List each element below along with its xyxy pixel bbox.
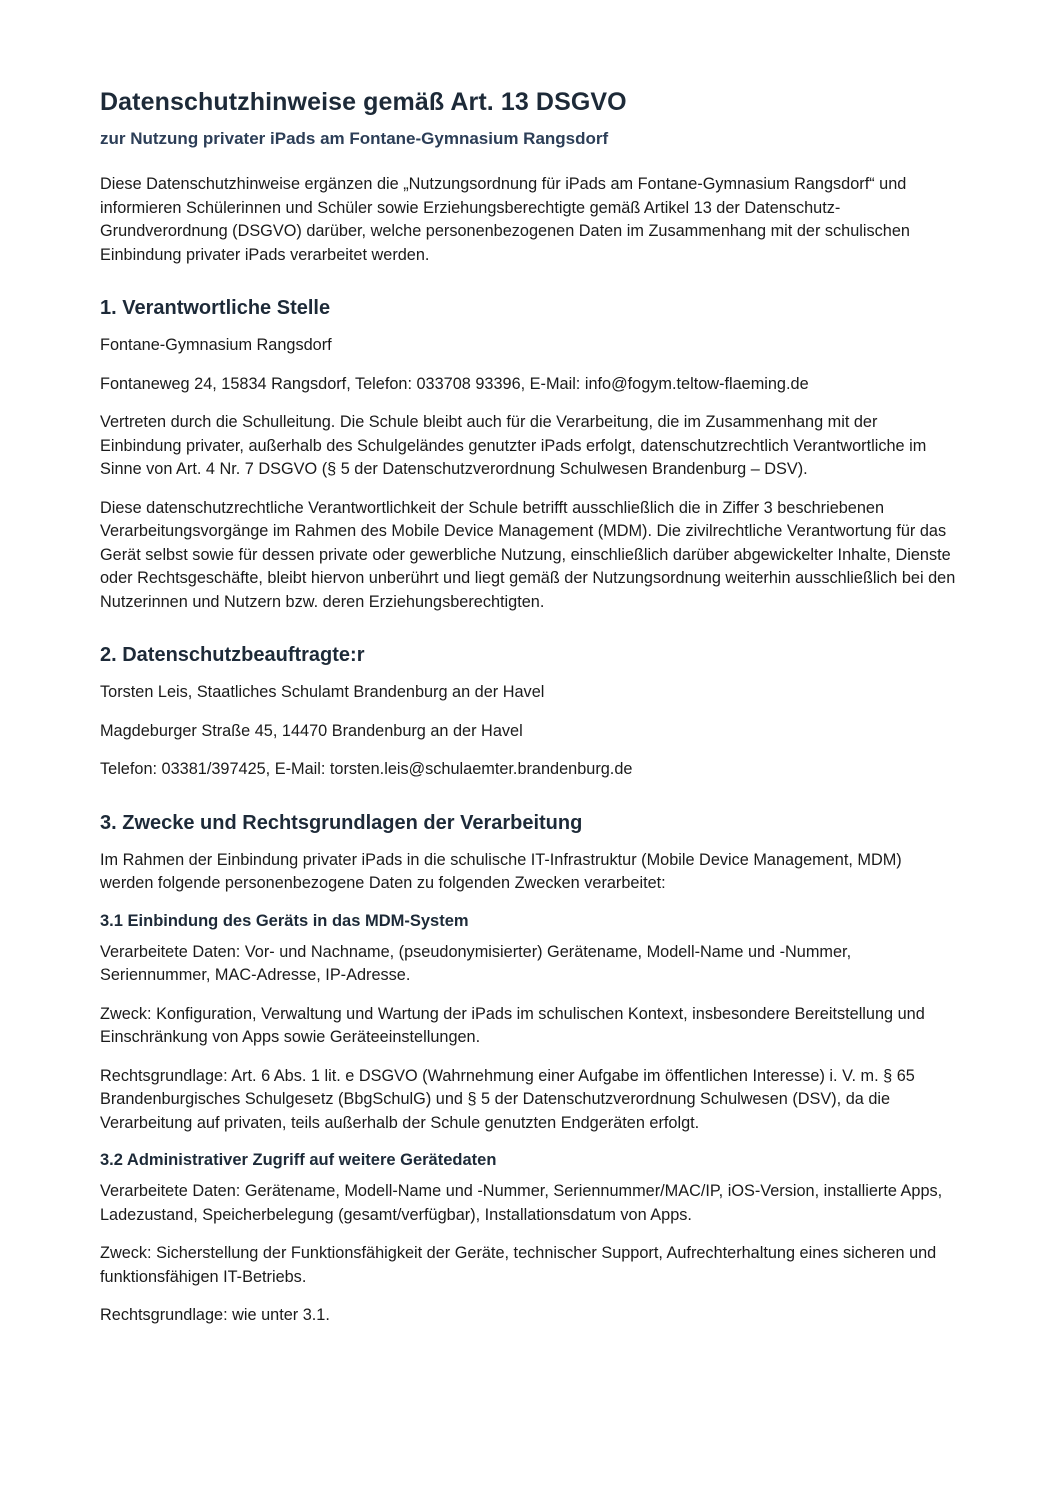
section-1-heading: 1. Verantwortliche Stelle <box>100 297 331 319</box>
school-address: Fontaneweg 24, 15834 Rangsdorf, Telefon: 033708 93396, E-Mail: info@fogym.teltow-flaeming.de <box>100 374 809 393</box>
document-subtitle: zur Nutzung privater iPads am Fontane-Gymnasium Rangsdorf <box>100 129 609 148</box>
section-responsible-body <box>100 297 958 614</box>
section-1-paragraph-1: Vertreten durch die Schulleitung. Die Schule bleibt auch für die Verarbeitung, die im Zusammenhang mit der Einbindung privater, außerhalb des Schulgeländes genutzter iPads erfolgt, datenschutzrechtlich Verantwortliche im Sinne von Art. 4 Nr. 7 DSGVO (§ 5 der Datenschutzverordnung Schulwesen Brandenburg – DSV). <box>100 413 927 478</box>
subsection-3-2-legal: Rechtsgrundlage: wie unter 3.1. <box>100 1306 330 1324</box>
section-3-intro: Im Rahmen der Einbindung privater iPads in die schulische IT-Infrastruktur (Mobile Device Management, MDM) werden folgende personenbezogene Daten zu folgenden Zwecken verarbeitet: <box>100 850 902 892</box>
subsection-3-1-purpose: Zweck: Konfiguration, Verwaltung und Wartung der iPads im schulischen Kontext, insbesondere Bereitstellung und Einschränkung von Apps sowie Geräteeinstellungen. <box>100 1004 925 1046</box>
subsection-3-2-heading: 3.2 Administrativer Zugriff auf weitere Gerätedaten <box>100 1151 497 1169</box>
school-name: Fontane-Gymnasium Rangsdorf <box>100 336 332 354</box>
section-purposes <box>100 812 958 1328</box>
subsection-3-1-legal: Rechtsgrundlage: Art. 6 Abs. 1 lit. e DSGVO (Wahrnehmung einer Aufgabe im öffentlichen Interesse) i. V. m. § 65 Brandenburgisches Schulgesetz (BbgSchulG) und § 5 der Datenschutzverordnung Schulwesen (DSV), da die Verarbeitung auf privaten, teils außerhalb der Schule genutzten Endgeräten erfolgt. <box>100 1066 915 1132</box>
document-title: Datenschutzhinweise gemäß Art. 13 DSGVO <box>100 88 627 116</box>
intro-paragraph: Diese Datenschutzhinweise ergänzen die „Nutzungsordnung für iPads am Fontane-Gymnasium Rangsdorf“ und informieren Schülerinnen und Schüler sowie Erziehungsberechtigte gemäß Artikel 13 der Datenschutz-Grundverordnung (DSGVO) darüber, welche personenbezogenen Daten im Zusammenhang mit der schulischen Einbindung privater iPads verarbeitet werden. <box>100 175 910 264</box>
subsection-3-1-data: Verarbeitete Daten: Vor- und Nachname, (pseudonymisierter) Gerätename, Modell-Name und -Nummer, Seriennummer, MAC-Adresse, IP-Adresse. <box>100 942 852 984</box>
subsection-3-1-heading: 3.1 Einbindung des Geräts in das MDM-System <box>100 911 469 930</box>
subsection-3-2-data: Verarbeitete Daten: Gerätename, Modell-Name und -Nummer, Seriennummer/MAC/IP, iOS-Version, installierte Apps, Ladezustand, Speicherbelegung (gesamt/verfügbar), Installationsdatum von Apps. <box>100 1182 943 1224</box>
section-1-paragraph-2: Diese datenschutzrechtliche Verantwortlichkeit der Schule betrifft ausschließlich die in Ziffer 3 beschriebenen Verarbeitungsvorgänge im Rahmen des Mobile Device Management (MDM). Die zivilrechtliche Verantwortung für das Gerät selbst sowie für dessen private oder gewerbliche Nutzung, einschließlich darüber abgewickelter Inhalte, Dienste oder Rechtsgeschäfte, bleibt hiervon unberührt und liegt gemäß der Nutzungsordnung weiterhin ausschließlich bei den Nutzerinnen und Nutzern bzw. deren Erziehungsberechtigten. <box>100 498 956 611</box>
officer-contact: Telefon: 03381/397425, E-Mail: torsten.leis@schulaemter.brandenburg.de <box>100 760 633 778</box>
section-2-heading: 2. Datenschutzbeauftragte:r <box>100 644 365 666</box>
officer-address: Magdeburger Straße 45, 14470 Brandenburg an der Havel <box>100 721 523 740</box>
section-data-protection-officer <box>100 644 958 782</box>
section-3-heading: 3. Zwecke und Rechtsgrundlagen der Verarbeitung <box>100 811 583 834</box>
subsection-3-2-purpose: Zweck: Sicherstellung der Funktionsfähigkeit der Geräte, technischer Support, Aufrechterhaltung eines sicheren und funktionsfähigen IT-Betriebs. <box>100 1244 937 1286</box>
officer-name: Torsten Leis, Staatliches Schulamt Brandenburg an der Havel <box>100 683 545 701</box>
